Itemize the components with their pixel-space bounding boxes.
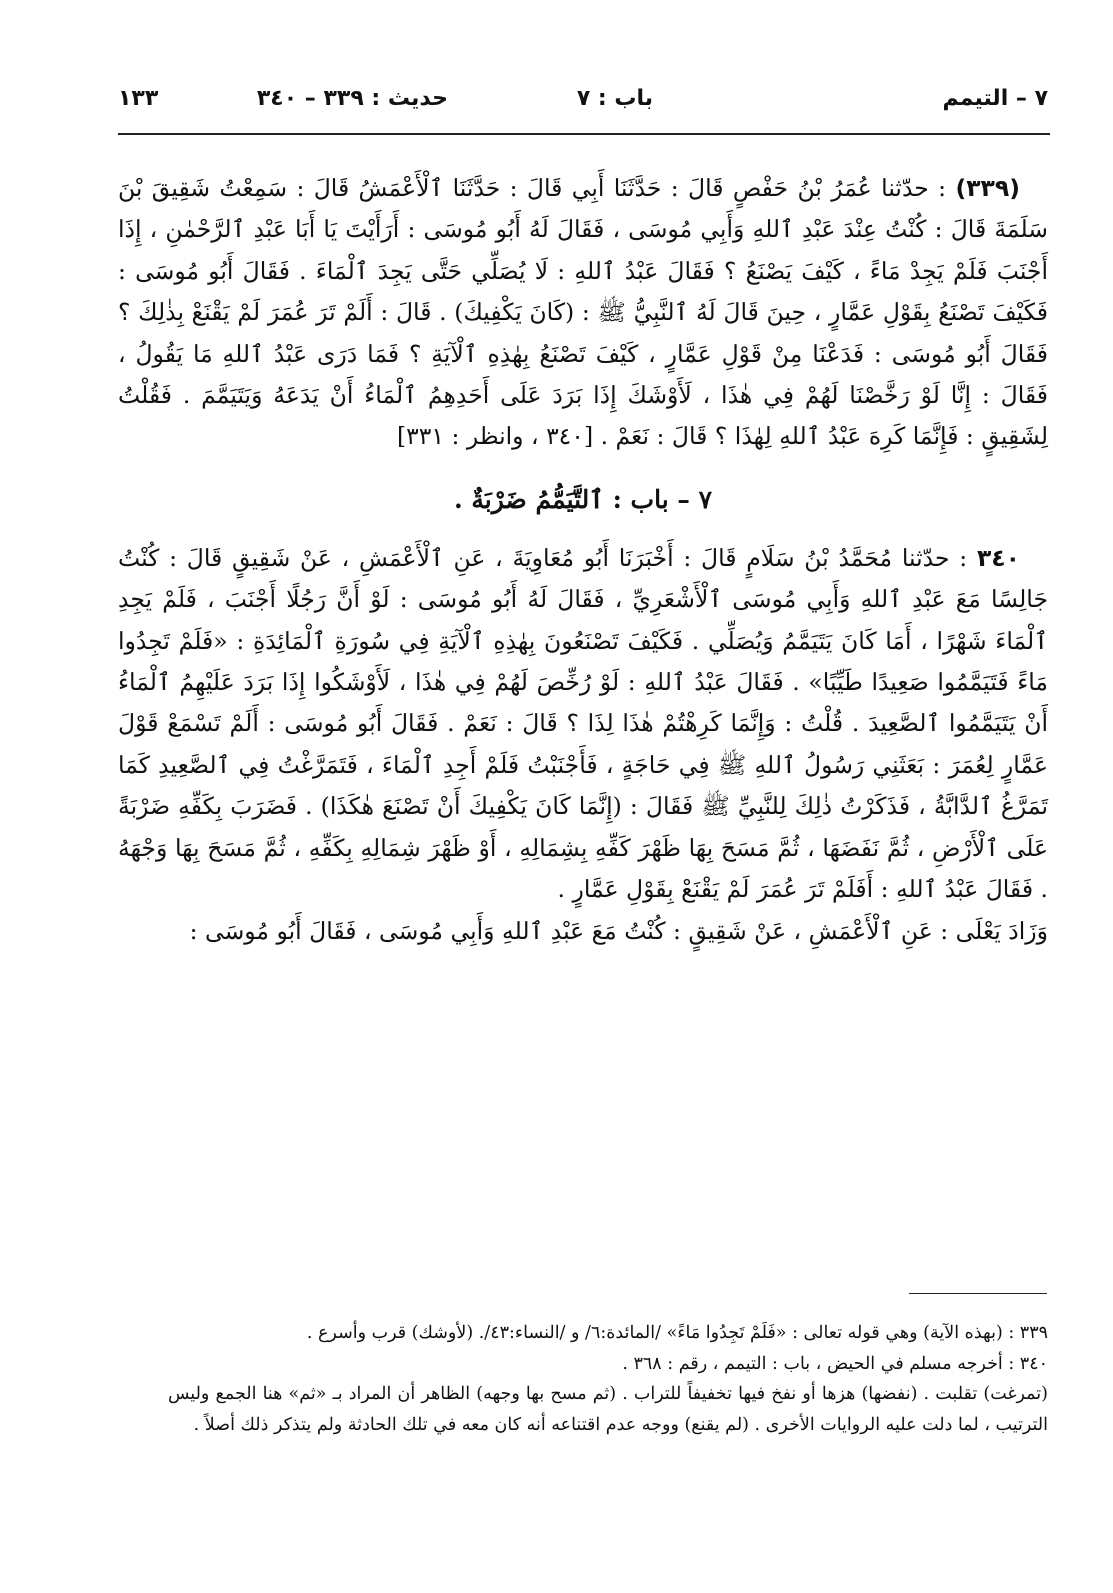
header-rule: [118, 133, 1050, 135]
hadith-340-text: : حدّثنا مُحَمَّدُ بْنُ سَلَامٍ قَالَ : أَخْبَرَنَا أَبُو مُعَاوِيَةَ ، عَنِ ٱلْأَعْمَشِ ، عَنْ شَقِيقٍ قَالَ : كُنْتُ جَالِسًا مَعَ عَبْدِ ٱللهِ وَأَبِي مُوسَى ٱلْأَشْعَرِيِّ ، فَقَالَ لَهُ أَبُو مُوسَى : لَوْ أَنَّ رَجُلًا أَجْنَبَ ، فَلَمْ يَجِدِ ٱلْمَاءَ شَهْرًا ، أَمَا كَانَ يَتَيَمَّمُ وَيُصَلِّي . فَكَيْفَ تَصْنَعُونَ بِهٰذِهِ ٱلْآيَةِ فِي سُورَةِ ٱلْمَائِدَةِ : «فَلَمْ تَجِدُوا مَاءً فَتَيَمَّمُوا صَعِيدًا طَيِّبًا» . فَقَالَ عَبْدُ ٱللهِ : لَوْ رُخِّصَ لَهُمْ فِي هٰذَا ، لَأَوْشَكُوا إِذَا بَرَدَ عَلَيْهِمُ ٱلْمَاءُ أَنْ يَتَيَمَّمُوا ٱلصَّعِيدَ . قُلْتُ : وَإِنَّمَا كَرِهْتُمْ هٰذَا لِذَا ؟ قَالَ : نَعَمْ . فَقَالَ أَبُو مُوسَى : أَلَمْ تَسْمَعْ قَوْلَ عَمَّارٍ لِعُمَرَ : بَعَثَنِي رَسُولُ ٱللهِ ﷺ فِي حَاجَةٍ ، فَأَجْنَبْتُ فَلَمْ أَجِدِ ٱلْمَاءَ ، فَتَمَرَّغْتُ فِي ٱلصَّعِيدِ كَمَا تَمَرَّغُ ٱلدَّابَّةُ ، فَذَكَرْتُ ذٰلِكَ لِلنَّبِيِّ ﷺ فَقَالَ : (إِنَّمَا كَانَ يَكْفِيكَ أَنْ تَصْنَعَ هٰكَذَا) . فَضَرَبَ بِكَفِّهِ ضَرْبَةً عَلَى ٱلْأَرْضِ ، ثُمَّ نَفَضَهَا ، ثُمَّ مَسَحَ بِهَا ظَهْرَ كَفِّهِ بِشِمَالِهِ ، أَوْ ظَهْرَ شِمَالِهِ بِكَفِّهِ ، ثُمَّ مَسَحَ بِهَا وَجْهَهُ . فَقَالَ عَبْدُ ٱللهِ : أَفَلَمْ تَرَ عُمَرَ لَمْ يَقْنَعْ بِقَوْلِ عَمَّارٍ .: [118, 543, 1048, 904]
footnotes: [168, 1318, 1048, 1440]
hadith-340: [118, 538, 1048, 911]
footnote-rule: [909, 1293, 1047, 1294]
hadith-339-crossref: [٣٤٠ ، وانظر : ٣٣١]: [396, 422, 594, 451]
footnote-340-glossary: (تمرغت) تقلبت . (نفضها) هزها أو نفخ فيها تخفيفاً للتراب . (ثم مسح بها وجهه) الظاهر أن المراد بـ «ثم» هنا الجمع وليس الترتيب ، لما دلت عليه الروايات الأخرى . (لم يقنع) ووجه عدم اقتناعه أنه كان معه في تلك الحادثة ولم يتذكر ذلك أصلاً .: [168, 1384, 1048, 1435]
header-hadith-range: حديث : ٣٣٩ – ٣٤٠: [256, 86, 448, 111]
chapter-heading: ٧ – باب : ٱلتَّيَمُّمُ ضَرْبَةٌ .: [453, 484, 713, 514]
page-number: ١٣٣: [118, 86, 159, 111]
hadith-340-number: ٣٤٠: [976, 543, 1020, 572]
hadith-339-text: : حدّثنا عُمَرُ بْنُ حَفْصٍ قَالَ : حَدَّثَنَا أَبِي قَالَ : حَدَّثَنَا ٱلْأَعْمَشُ قَالَ : سَمِعْتُ شَقِيقَ بْنَ سَلَمَةَ قَالَ : كُنْتُ عِنْدَ عَبْدِ ٱللهِ وَأَبِي مُوسَى ، فَقَالَ لَهُ أَبُو مُوسَى : أَرَأَيْتَ يَا أَبَا عَبْدِ ٱلرَّحْمٰنِ ، إِذَا أَجْنَبَ فَلَمْ يَجِدْ مَاءً ، كَيْفَ يَصْنَعُ ؟ فَقَالَ عَبْدُ ٱللهِ : لَا يُصَلِّي حَتَّى يَجِدَ ٱلْمَاءَ . فَقَالَ أَبُو مُوسَى : فَكَيْفَ تَصْنَعُ بِقَوْلِ عَمَّارٍ ، حِينَ قَالَ لَهُ ٱلنَّبِيُّ ﷺ : (كَانَ يَكْفِيكَ) . قَالَ : أَلَمْ تَرَ عُمَرَ لَمْ يَقْنَعْ بِذٰلِكَ ؟ فَقَالَ أَبُو مُوسَى : فَدَعْنَا مِنْ قَوْلِ عَمَّارٍ ، كَيْفَ تَصْنَعُ بِهٰذِهِ ٱلْآيَةِ ؟ فَمَا دَرَى عَبْدُ ٱللهِ مَا يَقُولُ ، فَقَالَ : إِنَّا لَوْ رَخَّصْنَا لَهُمْ فِي هٰذَا ، لَأَوْشَكَ إِذَا بَرَدَ عَلَى أَحَدِهِمُ ٱلْمَاءُ أَنْ يَدَعَهُ وَيَتَيَمَّمَ . فَقُلْتُ لِشَقِيقٍ : فَإِنَّمَا كَرِهَ عَبْدُ ٱللهِ لِهٰذَا ؟ قَالَ : نَعَمْ .: [118, 174, 1048, 451]
running-header: [118, 78, 1048, 122]
header-bab: باب : ٧: [576, 86, 653, 111]
footnote-340: ٣٤٠ : أخرجه مسلم في الحيض ، باب : التيمم ، رقم : ٣٦٨ .: [622, 1353, 1048, 1374]
footnote-339: ٣٣٩ : (بهذه الآية) وهي قوله تعالى : «فَلَمْ تَجِدُوا مَاءً» /المائدة:٦/ و /النساء:٤٣/. (لأوشك) قرب وأسرع .: [306, 1323, 1048, 1343]
hadith-339: [118, 168, 1048, 458]
hadith-339-number: (٣٣٩): [955, 174, 1020, 202]
header-chapter: ٧ – التيمم: [942, 86, 1048, 111]
main-text: [118, 168, 1048, 952]
hadith-340-addition: وَزَادَ يَعْلَى : عَنِ ٱلْأَعْمَشِ ، عَنْ شَقِيقٍ : كُنْتُ مَعَ عَبْدِ ٱللهِ وَأَبِي مُوسَى ، فَقَالَ أَبُو مُوسَى :: [189, 916, 1048, 945]
